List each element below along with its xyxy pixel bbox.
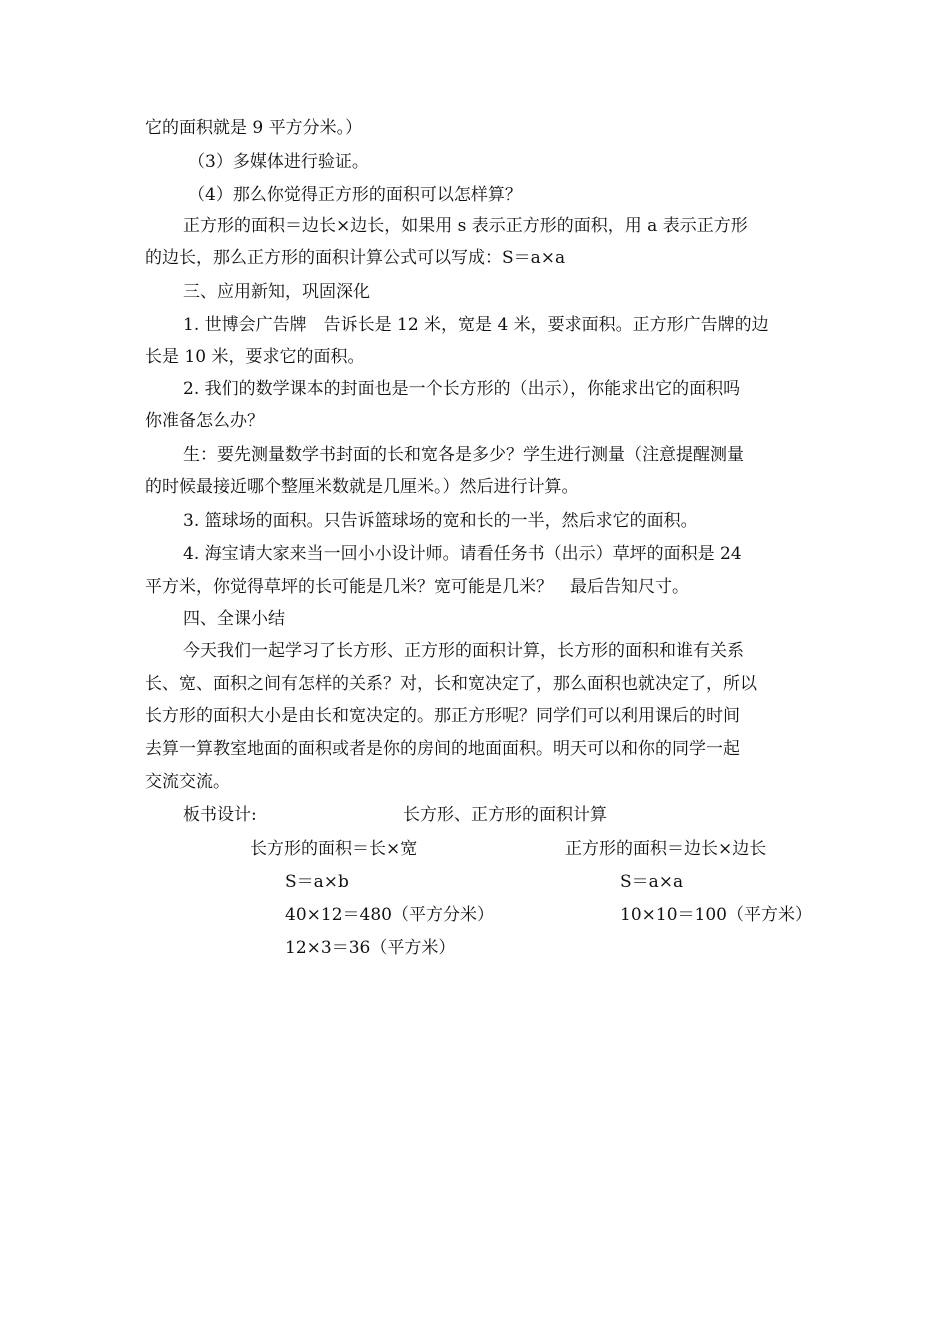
paragraph-line: 2. 我们的数学课本的封面也是一个长方形的（出示），你能求出它的面积吗 — [183, 379, 741, 399]
board-title: 长方形、正方形的面积计算 — [403, 805, 607, 825]
paragraph-line: 生：要先测量数学书封面的长和宽各是多少？学生进行测量（注意提醒测量 — [183, 445, 744, 465]
board-left-example: 12×3＝36（平方米） — [285, 938, 456, 958]
board-left-heading: 长方形的面积＝长×宽 — [250, 839, 418, 859]
board-right-heading: 正方形的面积＝边长×边长 — [565, 839, 767, 859]
board-right-example: 10×10＝100（平方米） — [620, 905, 812, 925]
paragraph-line: （3）多媒体进行验证。 — [188, 152, 369, 172]
paragraph-line: 长、宽、面积之间有怎样的关系？对，长和宽决定了，那么面积也就决定了，所以 — [145, 674, 757, 694]
paragraph-line: 长是 10 米，要求它的面积。 — [145, 347, 365, 367]
board-label: 板书设计: — [183, 805, 257, 825]
paragraph-line: 你准备怎么办？ — [145, 411, 264, 431]
paragraph-line: 交流交流。 — [145, 772, 230, 792]
paragraph-line: 的边长，那么正方形的面积计算公式可以写成：S＝a×a — [145, 248, 566, 268]
paragraph-line: 正方形的面积＝边长×边长，如果用 s 表示正方形的面积，用 a 表示正方形 — [183, 216, 748, 236]
paragraph-line: 它的面积就是 9 平方分米。） — [145, 118, 363, 138]
paragraph-line: 的时候最接近哪个整厘米数就是几厘米。）然后进行计算。 — [145, 477, 579, 497]
board-left-formula: S＝a×b — [285, 872, 349, 892]
paragraph-line: （4）那么你觉得正方形的面积可以怎样算？ — [188, 185, 522, 205]
paragraph-line: 平方米，你觉得草坪的长可能是几米？宽可能是几米？ 最后告知尺寸。 — [145, 577, 689, 597]
paragraph-line: 1. 世博会广告牌 告诉长是 12 米，宽是 4 米，要求面积。正方形广告牌的边 — [183, 315, 769, 335]
board-left-example: 40×12＝480（平方分米） — [285, 905, 494, 925]
board-right-formula: S＝a×a — [620, 872, 684, 892]
paragraph-line: 3. 篮球场的面积。只告诉篮球场的宽和长的一半，然后求它的面积。 — [183, 511, 698, 531]
paragraph-line: 今天我们一起学习了长方形、正方形的面积计算，长方形的面积和谁有关系 — [183, 641, 744, 661]
section-heading: 三、应用新知，巩固深化 — [183, 282, 370, 302]
paragraph-line: 长方形的面积大小是由长和宽决定的。那正方形呢？同学们可以利用课后的时间 — [145, 706, 740, 726]
paragraph-line: 去算一算教室地面的面积或者是你的房间的地面面积。明天可以和你的同学一起 — [145, 739, 740, 759]
section-heading: 四、全课小结 — [183, 609, 285, 629]
paragraph-line: 4. 海宝请大家来当一回小小设计师。请看任务书（出示）草坪的面积是 24 — [183, 544, 742, 564]
